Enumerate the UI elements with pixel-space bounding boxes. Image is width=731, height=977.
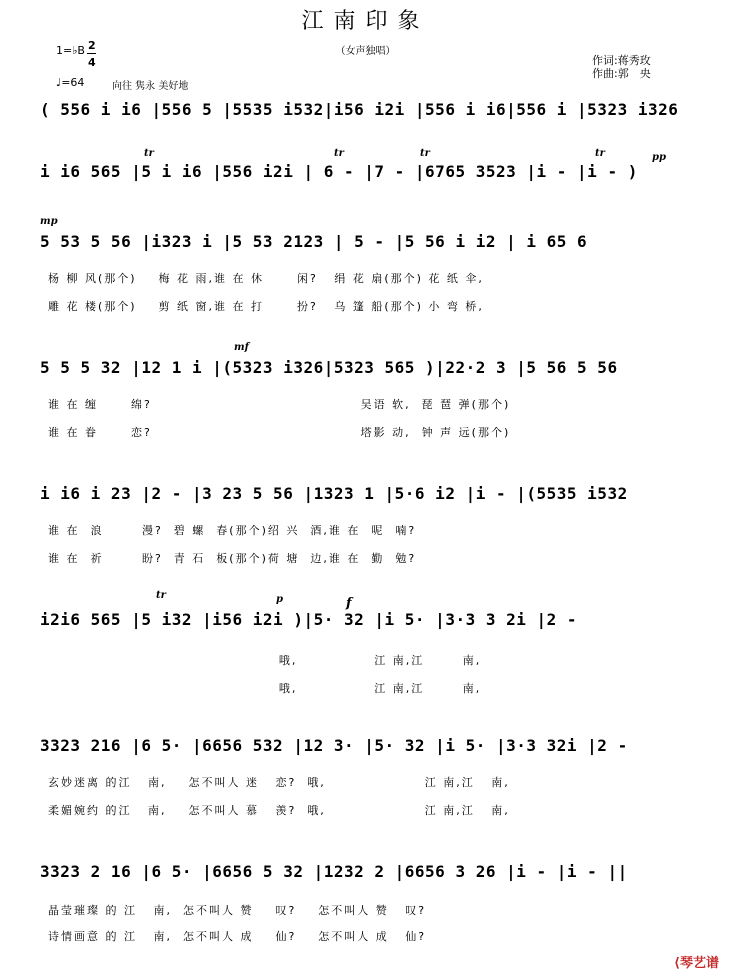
- system-2: [40, 148, 695, 194]
- system-7: [40, 736, 695, 816]
- lyric-verse-1: 玄妙迷离 的江 南, 怎不叫人 迷 恋? 哦, 江 南,江 南,: [48, 776, 510, 789]
- system-5: [40, 484, 695, 564]
- composer: 作曲:郭 央: [592, 67, 651, 80]
- dynamic-mark: p: [276, 594, 283, 605]
- system-8: [40, 862, 695, 942]
- system-1: [40, 100, 695, 132]
- lyric-verse-2: 诗情画意 的 江 南, 怎不叫人 成 仙? 怎不叫人 成 仙?: [48, 930, 427, 943]
- time-signature-top: 2: [88, 39, 96, 52]
- notation-line: i2i6 565 |5 i32 |i56 i2i )|5· 32 |i 5· |3·3 3 2i |2 -: [40, 610, 578, 629]
- time-signature-bottom: 4: [88, 56, 96, 69]
- lyric-verse-2: 谁 在 眷 恋? 塔影 动, 钟 声 远(那个): [48, 426, 511, 439]
- notation-line: 5 5 5 32 |12 1 i |(5323 i326|5323 565 )|22·2 3 |5 56 5 56: [40, 358, 618, 377]
- trill-mark: tr: [595, 148, 605, 159]
- trill-mark: tr: [420, 148, 430, 159]
- trill-mark: tr: [156, 590, 166, 601]
- notation-line: i i6 i 23 |2 - |3 23 5 56 |1323 1 |5·6 i2 |i - |(5535 i532: [40, 484, 628, 503]
- watermark-icon: ⟨: [674, 956, 680, 971]
- notation-line: i i6 565 |5 i i6 |556 i2i | 6 - |7 - |6765 3523 |i - |i - ): [40, 162, 638, 181]
- lyric-verse-1: 晶莹璀璨 的 江 南, 怎不叫人 赞 叹? 怎不叫人 赞 叹?: [48, 904, 427, 917]
- watermark-logo: [674, 952, 719, 971]
- dynamic-mark: f: [346, 596, 352, 611]
- lyric-verse-2: 雕 花 楼(那个) 剪 纸 窗,谁 在 打 扮? 乌 篷 船(那个) 小 弯 桥,: [48, 300, 484, 313]
- trill-mark: tr: [144, 148, 154, 159]
- lyric-verse-1: 杨 柳 风(那个) 梅 花 雨,谁 在 休 闲? 绢 花 扇(那个) 花 纸 伞,: [48, 272, 484, 285]
- lyricist: 作词:蒋秀玫: [592, 54, 651, 67]
- time-signature-rule: [87, 53, 96, 54]
- key-signature: 1=♭B: [56, 44, 85, 57]
- dynamic-mark: mf: [234, 342, 249, 353]
- subtitle: （女声独唱）: [335, 46, 396, 57]
- trill-mark: tr: [334, 148, 344, 159]
- dynamic-mark: mp: [40, 216, 58, 227]
- notation-line: 5 53 5 56 |i323 i |5 53 2123 | 5 - |5 56 i i2 | i 65 6: [40, 232, 588, 251]
- watermark-text: 琴艺谱: [679, 956, 719, 971]
- expression-mark: 向往 隽永 美好地: [112, 81, 189, 92]
- lyric-verse-1: 谁 在 缠 绵? 吴语 软, 琵 琶 弹(那个): [48, 398, 511, 411]
- song-title: 江南印象: [301, 9, 430, 34]
- tempo-mark: ♩=64: [56, 76, 85, 89]
- lyric-verse-1: 哦, 江 南,江 南,: [48, 654, 482, 667]
- lyric-verse-2: 哦, 江 南,江 南,: [48, 682, 482, 695]
- system-4: [40, 342, 695, 439]
- lyric-verse-2: 谁 在 祈 盼? 青 石 板(那个)荷 塘 边,谁 在 勤 勉?: [48, 552, 417, 565]
- dynamic-mark: pp: [652, 152, 666, 163]
- notation-line: 3323 216 |6 5· |6656 532 |12 3· |5· 32 |i 5· |3·3 32i |2 -: [40, 736, 628, 755]
- lyric-verse-2: 柔媚婉约 的江 南, 怎不叫人 慕 羡? 哦, 江 南,江 南,: [48, 804, 510, 817]
- notation-line: ( 556 i i6 |556 5 |5535 i532|i56 i2i |556 i i6|556 i |5323 i326: [40, 100, 679, 119]
- system-6: [40, 590, 695, 695]
- system-3: [40, 216, 695, 313]
- notation-line: 3323 2 16 |6 5· |6656 5 32 |1232 2 |6656 3 26 |i - |i - ||: [40, 862, 628, 881]
- lyric-verse-1: 谁 在 浪 漫? 碧 螺 春(那个)绍 兴 酒,谁 在 呢 喃?: [48, 524, 417, 537]
